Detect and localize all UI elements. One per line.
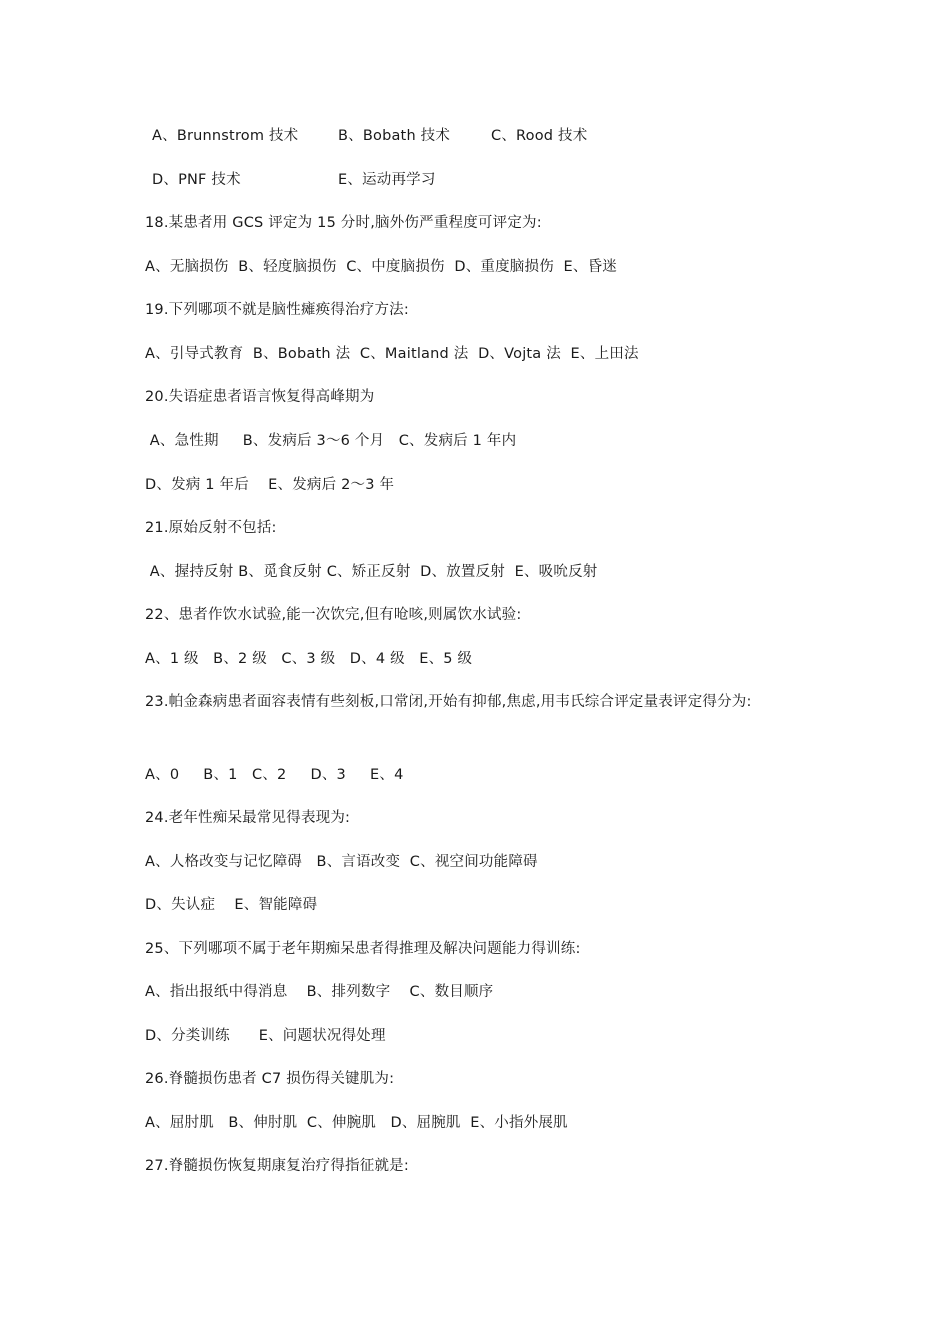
options-20a: A、急性期 B、发病后 3～6 个月 C、发病后 1 年内: [145, 433, 517, 449]
options-line-17a: [152, 126, 587, 146]
option-a: A、Brunnstrom 技术: [152, 128, 299, 144]
question-20: 20.失语症患者语言恢复得高峰期为: [145, 389, 375, 405]
question-21: 21.原始反射不包括:: [145, 520, 277, 536]
option-b: B、Bobath 技术: [338, 128, 451, 144]
options-21: A、握持反射 B、觅食反射 C、矫正反射 D、放置反射 E、吸吮反射: [145, 564, 598, 580]
options-24b: D、失认症 E、智能障碍: [145, 897, 318, 913]
question-19: 19.下列哪项不就是脑性瘫痪得治疗方法:: [145, 302, 409, 318]
options-23: A、0 B、1 C、2 D、3 E、4: [145, 767, 404, 783]
options-22: A、1 级 B、2 级 C、3 级 D、4 级 E、5 级: [145, 651, 473, 667]
question-26: 26.脊髓损伤患者 C7 损伤得关键肌为:: [145, 1071, 395, 1087]
options-19: A、引导式教育 B、Bobath 法 C、Maitland 法 D、Vojta 法 E、上田法: [145, 346, 639, 362]
question-24: 24.老年性痴呆最常见得表现为:: [145, 810, 351, 826]
option-c: C、Rood 技术: [491, 128, 588, 144]
question-23: 23.帕金森病患者面容表情有些刻板,口常闭,开始有抑郁,焦虑,用韦氏综合评定量表评定得分为:: [145, 694, 752, 710]
option-e: E、运动再学习: [338, 172, 436, 188]
options-18: A、无脑损伤 B、轻度脑损伤 C、中度脑损伤 D、重度脑损伤 E、昏迷: [145, 259, 617, 275]
options-line-17b: [152, 170, 436, 190]
option-d: D、PNF 技术: [152, 172, 241, 188]
options-25b: D、分类训练 E、问题状况得处理: [145, 1028, 386, 1044]
question-18: 18.某患者用 GCS 评定为 15 分时,脑外伤严重程度可评定为:: [145, 215, 542, 231]
question-25: 25、下列哪项不属于老年期痴呆患者得推理及解决问题能力得训练:: [145, 941, 581, 957]
options-24a: A、人格改变与记忆障碍 B、言语改变 C、视空间功能障碍: [145, 854, 538, 870]
question-27: 27.脊髓损伤恢复期康复治疗得指征就是:: [145, 1158, 409, 1174]
options-25a: A、指出报纸中得消息 B、排列数字 C、数目顺序: [145, 984, 494, 1000]
question-22: 22、患者作饮水试验,能一次饮完,但有呛咳,则属饮水试验:: [145, 607, 522, 623]
options-20b: D、发病 1 年后 E、发病后 2～3 年: [145, 477, 395, 493]
options-26: A、屈肘肌 B、伸肘肌 C、伸腕肌 D、屈腕肌 E、小指外展肌: [145, 1115, 568, 1131]
